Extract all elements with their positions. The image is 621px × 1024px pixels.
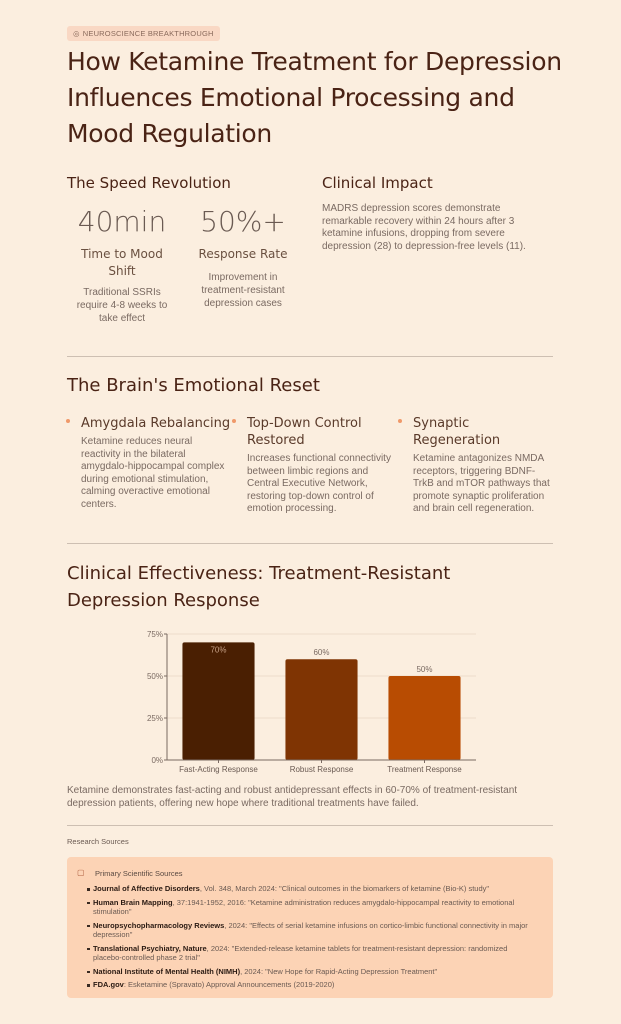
- card-top-down: Top-Down Control Restored Increases functional connectivity between limbic regions and Central Executive Network, restoring top-down control of emotion processing.: [247, 415, 397, 516]
- source-item: [93, 967, 538, 977]
- stat-response: 50%+ Response Rate Improvement in treatment-resistant depression cases: [198, 205, 288, 309]
- source-item: [93, 921, 538, 940]
- source-item: [93, 884, 538, 894]
- y-tick-label: 50%: [146, 672, 163, 681]
- impact-text: MADRS depression scores demonstrate remarkable recovery within 24 hours after 3 ketamine infusions, dropping from severe depression (28) to depression-free levels (11).: [322, 203, 526, 252]
- sources-title: Primary Scientific Sources: [95, 869, 183, 878]
- bullet-dot: [66, 419, 70, 423]
- source-name: Human Brain Mapping: [93, 897, 173, 907]
- bullet-dot: [398, 419, 402, 423]
- source-detail: , 2024: "New Hope for Rapid-Acting Depression Treatment": [240, 966, 438, 976]
- impact-heading: Clinical Impact: [322, 174, 433, 192]
- sources-label: Research Sources: [67, 837, 129, 846]
- source-name: Journal of Affective Disorders: [93, 884, 200, 893]
- category-badge: ◎ NEUROSCIENCE BREAKTHROUGH: [67, 26, 220, 41]
- card-amygdala: Amygdala Rebalancing Ketamine reduces neural reactivity in the bilateral amygdalo-hippocampal complex during emotional stimulation, calming overactive emotional centers.: [81, 415, 231, 511]
- y-tick-label: 25%: [146, 714, 163, 723]
- source-detail: : Esketamine (Spravato) Approval Announcements (2019-2020): [123, 980, 335, 989]
- note-icon: ▢: [77, 868, 85, 877]
- x-tick-label: Robust Response: [289, 765, 354, 774]
- divider: [67, 543, 553, 544]
- source-detail: , 2024: "Extended-release ketamine tablets for treatment-resistant depression: randomized placebo-controlled phase 2 trial": [93, 943, 508, 962]
- x-tick-label: Treatment Response: [387, 765, 462, 774]
- source-name: Neuropsychopharmacology Reviews: [93, 920, 225, 930]
- divider: [67, 356, 553, 357]
- bar: [388, 676, 460, 760]
- sources-list: [93, 884, 538, 994]
- divider: [67, 825, 553, 826]
- chart-caption: Ketamine demonstrates fast-acting and robust antidepressant effects in 60-70% of treatment-resistant depression patients, offering new hope where traditional treatments have failed.: [67, 785, 518, 809]
- bar-chart: [0, 620, 621, 780]
- source-name: Translational Psychiatry, Nature: [93, 943, 207, 953]
- source-detail: , 2024: "Effects of serial ketamine infusions on cortico-limbic functional connectivity in major depression": [93, 920, 528, 939]
- source-name: FDA.gov: [93, 980, 124, 989]
- page-title: How Ketamine Treatment for Depression Influences Emotional Processing and Mood Regulation: [67, 47, 562, 148]
- source-item: [93, 898, 538, 917]
- card-synaptic: Synaptic Regeneration Ketamine antagonizes NMDA receptors, triggering BDNF-TrkB and mTOR pathways that promote synaptic proliferation and brain cell regeneration.: [413, 415, 553, 516]
- speed-heading: The Speed Revolution: [67, 174, 231, 192]
- x-tick-label: Fast-Acting Response: [179, 765, 258, 774]
- y-tick-label: 75%: [146, 630, 163, 639]
- source-name: National Institute of Mental Health (NIMH): [93, 966, 241, 976]
- source-detail: , 37:1941-1952, 2016: "Ketamine administration reduces amygdalo-hippocampal reactivity to emotional stimulation": [93, 897, 515, 916]
- stat-time: 40min Time to Mood Shift Traditional SSRIs require 4-8 weeks to take effect: [76, 205, 168, 324]
- sources-box: [67, 857, 553, 998]
- bar: [182, 642, 254, 760]
- bar: [285, 659, 357, 760]
- bullet-dot: [232, 419, 236, 423]
- bar-value-label: 50%: [416, 665, 433, 674]
- source-item: [93, 980, 538, 990]
- bar-value-label: 70%: [210, 645, 227, 655]
- source-detail: , Vol. 348, March 2024: "Clinical outcomes in the biomarkers of ketamine (Bio-K) study": [199, 884, 490, 893]
- reset-heading: The Brain's Emotional Reset: [67, 375, 320, 396]
- y-tick-label: 0%: [151, 756, 163, 765]
- brain-icon: ◎: [73, 29, 80, 38]
- source-item: [93, 944, 538, 963]
- chart-heading: Clinical Effectiveness: Treatment-Resistant Depression Response: [67, 563, 451, 611]
- bar-value-label: 60%: [313, 648, 330, 658]
